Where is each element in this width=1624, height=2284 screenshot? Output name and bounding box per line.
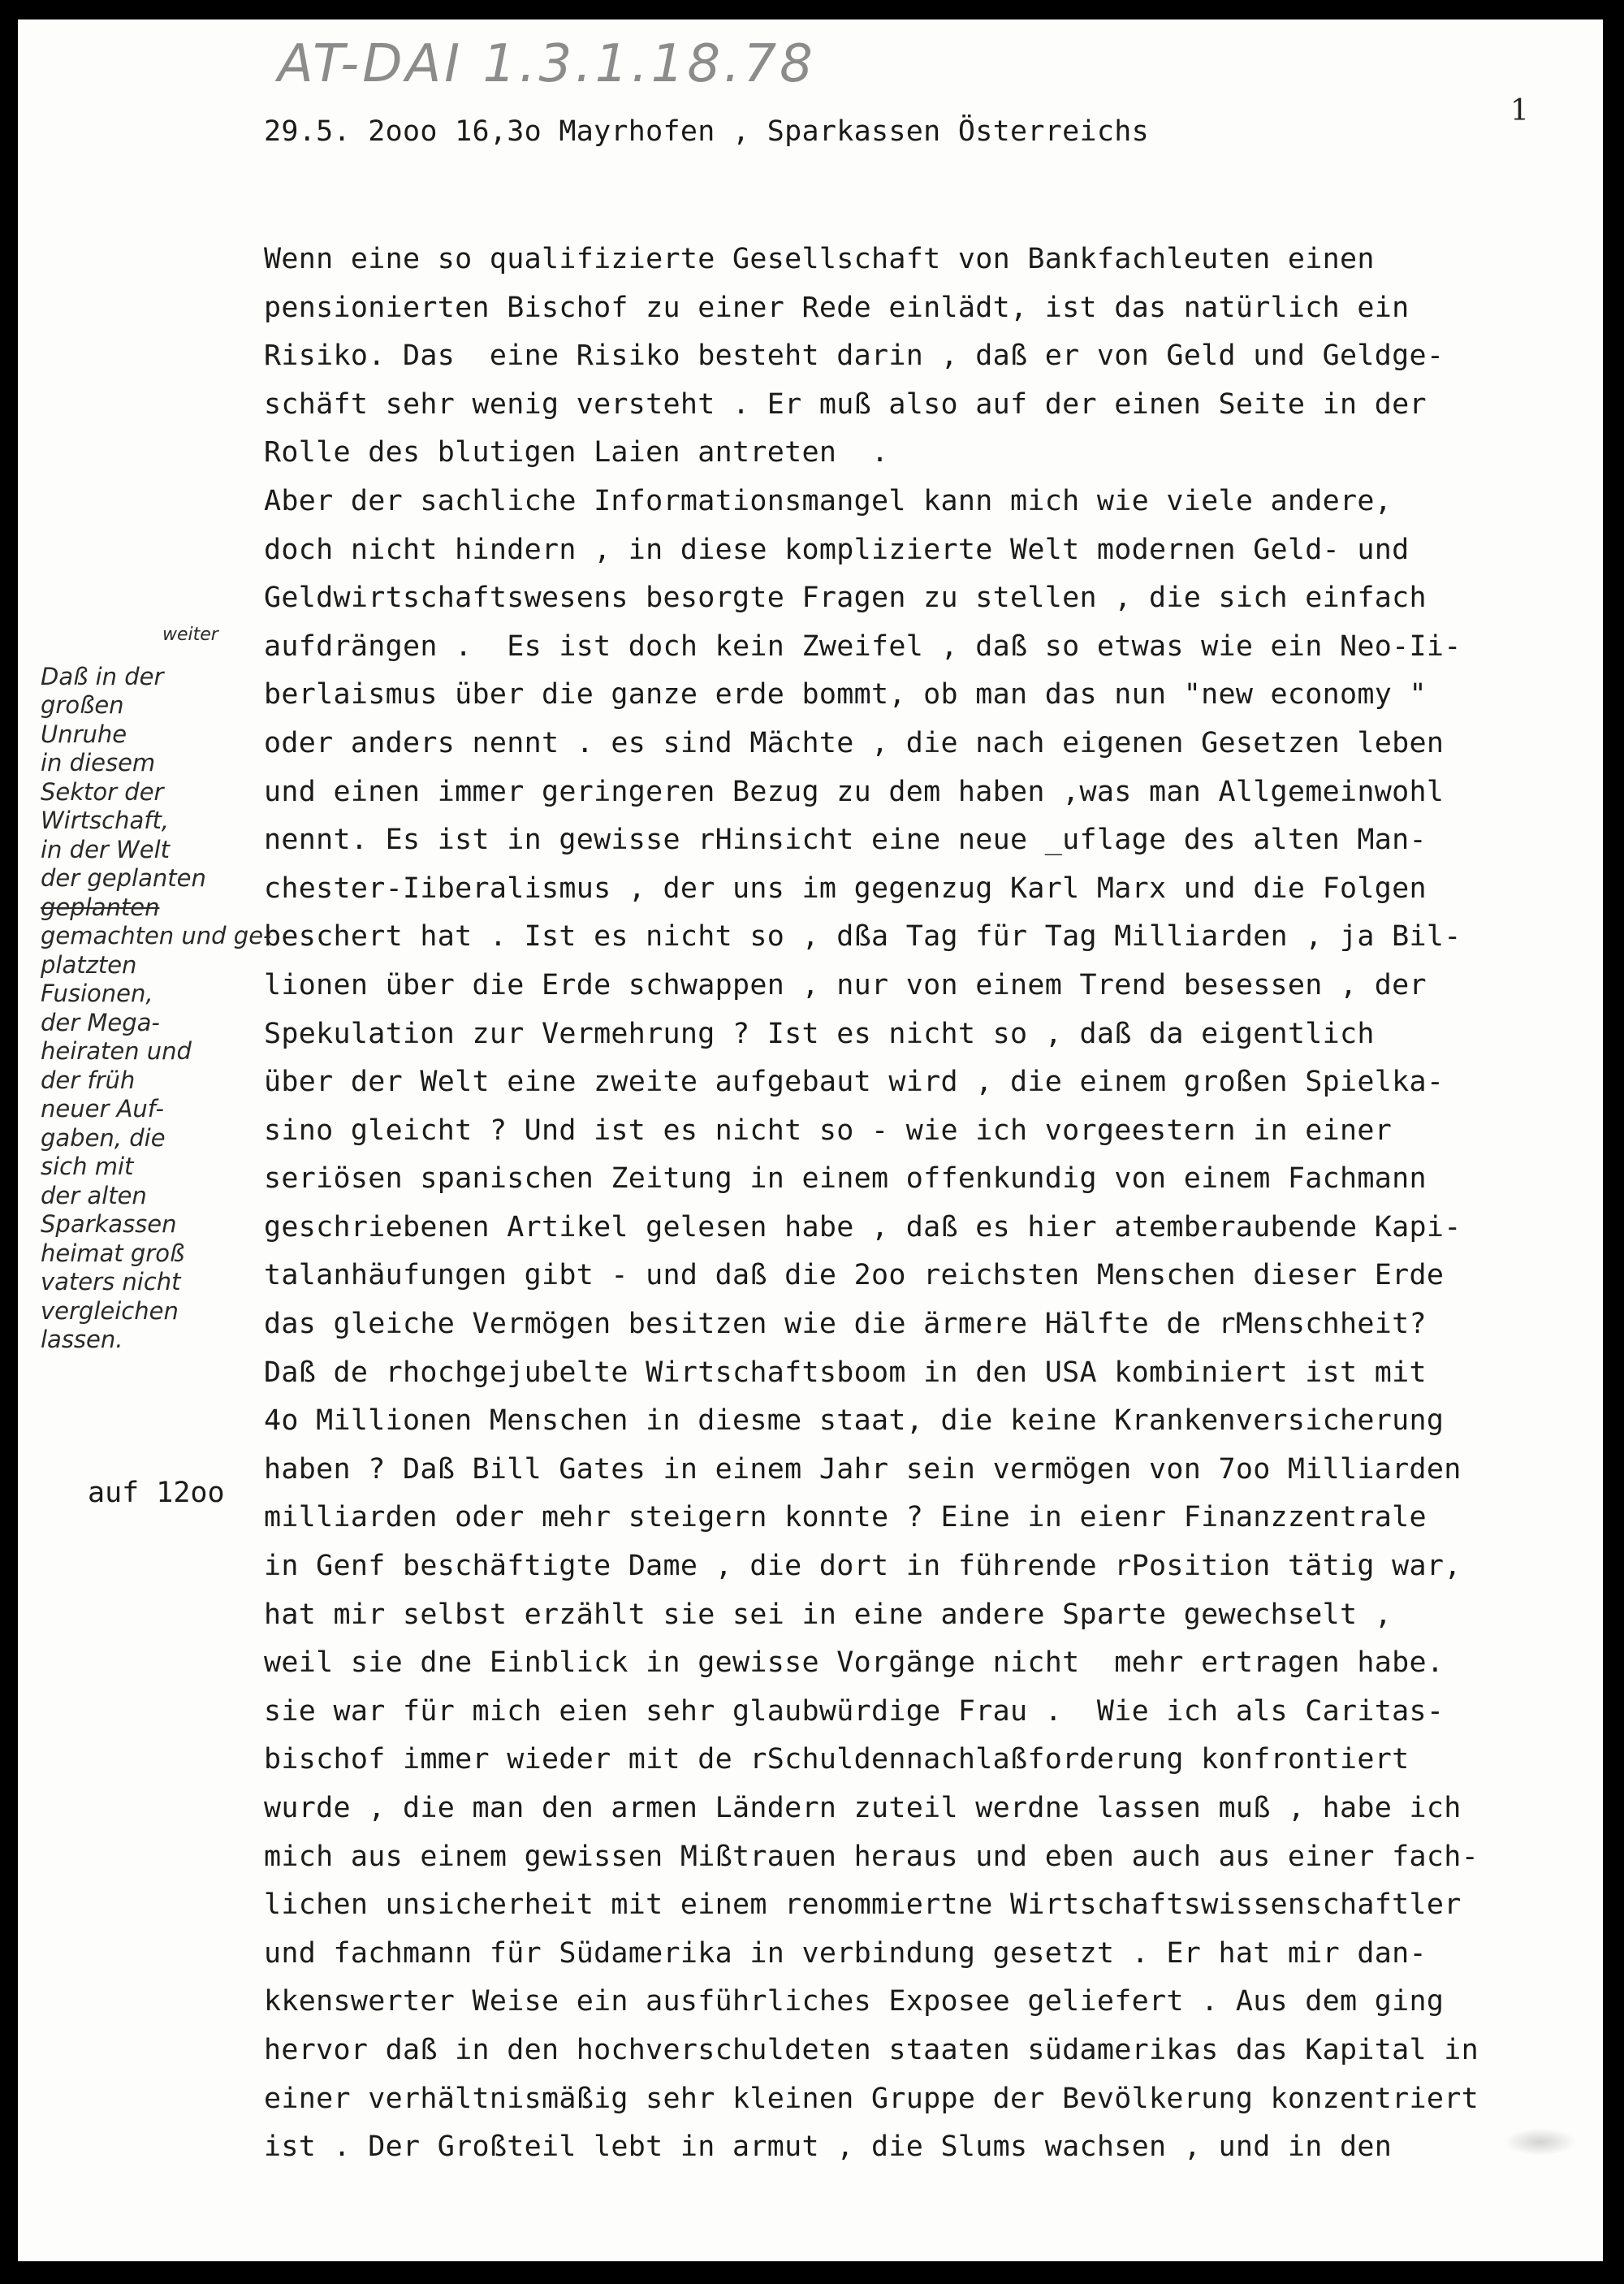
- body-line: Daß de rhochgejubelte Wirtschaftsboom in den USA kombiniert ist mit: [264, 1356, 1427, 1389]
- body-line: und fachmann für Südamerika in verbindung gesetzt . Er hat mir dan-: [264, 1936, 1427, 1970]
- body-line: in Genf beschäftigte Dame , die dort in führende rPosition tätig war,: [264, 1550, 1462, 1583]
- handwritten-line: platzten: [41, 950, 137, 979]
- body-line: wurde , die man den armen Ländern zuteil werdne lassen muß , habe ich: [264, 1792, 1462, 1824]
- body-line: Risiko. Das eine Risiko besteht darin , daß er von Geld und Geldge-: [264, 340, 1445, 373]
- handwritten-line: heiraten und: [41, 1037, 192, 1065]
- body-line: über der Welt eine zweite aufgebaut wird , die einem großen Spielka-: [264, 1066, 1445, 1099]
- handwritten-line: der alten: [41, 1181, 147, 1209]
- body-line: mich aus einem gewissen Mißtrauen heraus und eben auch aus einer fach-: [264, 1840, 1479, 1873]
- handwritten-line: lassen.: [41, 1326, 123, 1353]
- handwritten-line: vergleichen: [41, 1296, 179, 1325]
- body-line: hervor daß in den hochverschuldeten staaten südamerikas das Kapital in: [264, 2033, 1479, 2066]
- margin-handwritten-note: [41, 625, 276, 1355]
- body-line: doch nicht hindern , in diese komplizierte Welt modernen Geld- und: [264, 533, 1410, 566]
- page-number: 1: [1510, 94, 1529, 128]
- body-line: lichen unsicherheit mit einem renommiertne Wirtschaftswissenschaftler: [264, 1888, 1462, 1922]
- handwritten-line: in diesem: [41, 749, 156, 776]
- body-line: sino gleicht ? Und ist es nicht so - wie ich vorgeestern in einer: [264, 1114, 1393, 1147]
- body-line: Wenn eine so qualifizierte Gesellschaft von Bankfachleuten einen: [264, 243, 1375, 275]
- body-line: geschriebenen Artikel gelesen habe , daß es hier atemberaubende Kapi-: [264, 1210, 1462, 1244]
- body-text: [264, 236, 1479, 2172]
- body-line: talanhäufungen gibt - und daß die 2oo reichsten Menschen dieser Erde: [264, 1259, 1445, 1292]
- body-line: milliarden oder mehr steigern konnte ? Eine in eienr Finanzzentrale: [264, 1501, 1427, 1534]
- handwritten-line: der geplanten: [41, 864, 206, 892]
- body-line: seriösen spanischen Zeitung in einem offenkundig von einem Fachmann: [264, 1162, 1427, 1196]
- body-line: hat mir selbst erzählt sie sei in eine andere Sparte gewechselt ,: [264, 1598, 1393, 1631]
- body-line: Spekulation zur Vermehrung ? Ist es nicht so , daß da eigentlich: [264, 1017, 1375, 1050]
- body-line: Aber der sachliche Informationsmangel kann mich wie viele andere,: [264, 484, 1393, 517]
- body-line: sie war für mich eien sehr glaubwürdige Frau . Wie ich als Caritas-: [264, 1694, 1445, 1728]
- handwritten-line: Daß in der: [41, 662, 164, 690]
- handwritten-line: in der Welt: [41, 835, 170, 863]
- body-line: haben ? Daß Bill Gates in einem Jahr sein vermögen von 7oo Milliarden: [264, 1452, 1462, 1486]
- document-header: 29.5. 2ooo 16,3o Mayrhofen , Sparkassen Österreichs: [264, 115, 1149, 148]
- archive-stamp: AT-DAI 1.3.1.18.78: [278, 34, 816, 94]
- body-line: schäft sehr wenig versteht . Er muß also auf der einen Seite in der: [264, 387, 1427, 421]
- body-line: einer verhältnismäßig sehr kleinen Gruppe der Bevölkerung konzentriert: [264, 2082, 1479, 2115]
- body-line: 4o Millionen Menschen in diesme staat, die keine Krankenversicherung: [264, 1404, 1445, 1438]
- handwritten-line: sich mit: [41, 1153, 134, 1180]
- handwritten-line: gemachten und ge-: [41, 922, 272, 950]
- handwritten-line: neuer Auf-: [41, 1095, 164, 1123]
- body-line: Geldwirtschaftswesens besorgte Fragen zu stellen , die sich einfach: [264, 582, 1427, 615]
- handwritten-line: Wirtschaft,: [41, 807, 170, 834]
- body-line: das gleiche Vermögen besitzen wie die ärmere Hälfte de rMenschheit?: [264, 1308, 1427, 1341]
- body-line: nennt. Es ist in gewisse rHinsicht eine neue _uflage des alten Man-: [264, 824, 1427, 857]
- body-line: pensionierten Bischof zu einer Rede einlädt, ist das natürlich ein: [264, 291, 1410, 324]
- body-line: weil sie dne Einblick in gewisse Vorgänge nicht mehr ertragen habe.: [264, 1646, 1445, 1680]
- handwritten-line: der früh: [41, 1066, 136, 1094]
- ink-smudge: [1504, 2128, 1577, 2156]
- body-line: chester-Iiberalismus , der uns im gegenzug Karl Marx und die Folgen: [264, 872, 1427, 905]
- handwritten-line: vaters nicht: [41, 1268, 181, 1296]
- handwritten-line: weiter: [162, 625, 218, 645]
- body-line: oder anders nennt . es sind Mächte , die nach eigenen Gesetzen leben: [264, 726, 1445, 759]
- body-line: aufdrängen . Es ist doch kein Zweifel , daß so etwas wie ein Neo-Ii-: [264, 629, 1462, 663]
- handwritten-line: gaben, die: [41, 1123, 166, 1152]
- body-line: berlaismus über die ganze erde bommt, ob man das nun "new economy ": [264, 678, 1427, 712]
- body-line: lionen über die Erde schwappen , nur von einem Trend besessen , der: [264, 968, 1427, 1001]
- body-line: bischof immer wieder mit de rSchuldennachlaßforderung konfrontiert: [264, 1743, 1410, 1776]
- body-line: ist . Der Großteil lebt in armut , die Slums wachsen , und in den: [264, 2130, 1393, 2164]
- document-page: [18, 19, 1603, 2261]
- handwritten-line: der Mega-: [41, 1008, 160, 1036]
- handwritten-line: Sparkassen: [41, 1210, 177, 1238]
- handwritten-line: Sektor der: [41, 777, 164, 806]
- handwritten-line: Fusionen,: [41, 980, 153, 1007]
- body-line: und einen immer geringeren Bezug zu dem haben ,was man Allgemeinwohl: [264, 775, 1445, 808]
- margin-typed-note: auf 12oo: [88, 1477, 225, 1509]
- body-line: Rolle des blutigen Laien antreten .: [264, 436, 889, 469]
- handwritten-line: geplanten: [41, 893, 160, 921]
- handwritten-line: großen: [41, 691, 124, 719]
- body-line: kkenswerter Weise ein ausführliches Exposee geliefert . Aus dem ging: [264, 1985, 1445, 2018]
- handwritten-line: Unruhe: [41, 720, 127, 748]
- body-line: beschert hat . Ist es nicht so , dßa Tag für Tag Milliarden , ja Bil-: [264, 920, 1462, 954]
- handwritten-line: heimat groß: [41, 1239, 185, 1267]
